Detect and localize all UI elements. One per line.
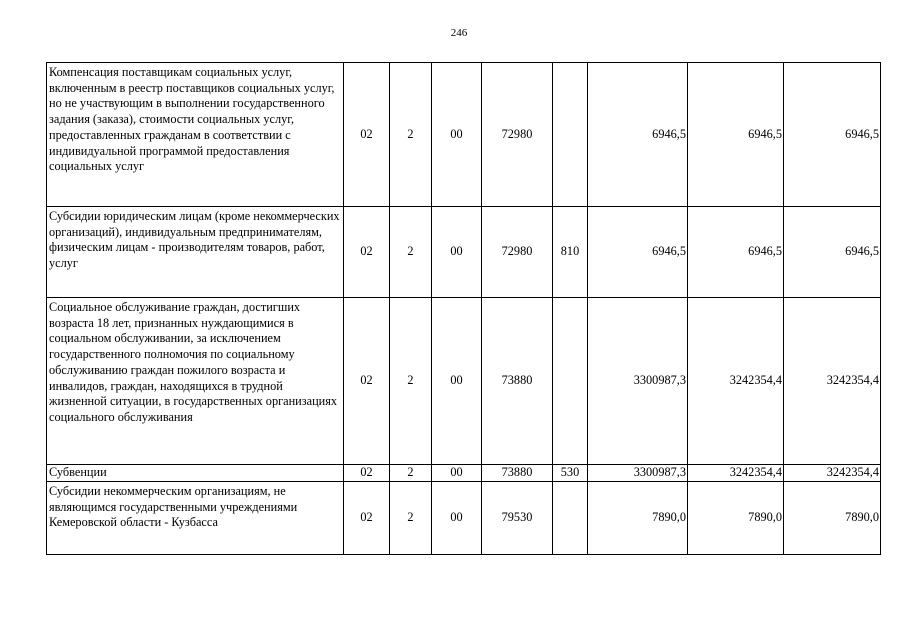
amount-1-cell: 3300987,3 [588, 298, 688, 465]
budget-table [46, 62, 881, 555]
section-cell: 02 [344, 298, 390, 465]
subprogram-cell: 00 [432, 298, 482, 465]
amount-1-cell: 6946,5 [588, 63, 688, 207]
page-number: 246 [450, 27, 468, 39]
program-cell: 2 [390, 298, 432, 465]
expense-type-cell: 810 [553, 207, 588, 298]
amount-3-cell: 6946,5 [784, 207, 881, 298]
amount-1-cell: 6946,5 [588, 207, 688, 298]
program-cell: 2 [390, 482, 432, 555]
amount-2-cell: 3242354,4 [688, 298, 784, 465]
row-name-cell: Компенсация поставщикам социальных услуг, включенным в реестр поставщиков социальных услуг, но не участвующим в выполнении государственного задания (заказа), стоимости социальных услуг, предоставленных гражданам в соответствии с индивидуальной программой предоставления социальных услуг [47, 63, 344, 207]
subprogram-cell: 00 [432, 63, 482, 207]
section-cell: 02 [344, 207, 390, 298]
table-row [47, 482, 881, 555]
expense-type-cell [553, 298, 588, 465]
subprogram-cell: 00 [432, 482, 482, 555]
code-cell: 72980 [482, 63, 553, 207]
amount-1-cell: 7890,0 [588, 482, 688, 555]
code-cell: 79530 [482, 482, 553, 555]
amount-3-cell: 3242354,4 [784, 298, 881, 465]
amount-3-cell: 7890,0 [784, 482, 881, 555]
row-name-cell: Субсидии юридическим лицам (кроме некоммерческих организаций), индивидуальным предпринимателям, физическим лицам - производителям товаров, работ, услуг [47, 207, 344, 298]
row-name-cell: Субсидии некоммерческим организациям, не являющимся государственными учреждениями Кемеровской области - Кузбасса [47, 482, 344, 555]
section-cell: 02 [344, 63, 390, 207]
amount-3-cell: 6946,5 [784, 63, 881, 207]
amount-3-cell: 3242354,4 [784, 465, 881, 482]
section-cell: 02 [344, 465, 390, 482]
row-name-cell: Социальное обслуживание граждан, достигших возраста 18 лет, признанных нуждающимися в социальном обслуживании, за исключением государственного полномочия по социальному обслуживанию граждан пожилого возраста и инвалидов, граждан, находящихся в трудной жизненной ситуации, в государственных организациях социального обслуживания [47, 298, 344, 465]
row-name-cell: Субвенции [47, 465, 344, 482]
expense-type-cell [553, 482, 588, 555]
amount-2-cell: 6946,5 [688, 63, 784, 207]
program-cell: 2 [390, 465, 432, 482]
table-row [47, 207, 881, 298]
code-cell: 72980 [482, 207, 553, 298]
table-row [47, 298, 881, 465]
code-cell: 73880 [482, 298, 553, 465]
program-cell: 2 [390, 207, 432, 298]
subprogram-cell: 00 [432, 465, 482, 482]
expense-type-cell [553, 63, 588, 207]
table-row [47, 465, 881, 482]
amount-1-cell: 3300987,3 [588, 465, 688, 482]
section-cell: 02 [344, 482, 390, 555]
code-cell: 73880 [482, 465, 553, 482]
amount-2-cell: 3242354,4 [688, 465, 784, 482]
subprogram-cell: 00 [432, 207, 482, 298]
table-row [47, 63, 881, 207]
program-cell: 2 [390, 63, 432, 207]
amount-2-cell: 6946,5 [688, 207, 784, 298]
expense-type-cell: 530 [553, 465, 588, 482]
amount-2-cell: 7890,0 [688, 482, 784, 555]
